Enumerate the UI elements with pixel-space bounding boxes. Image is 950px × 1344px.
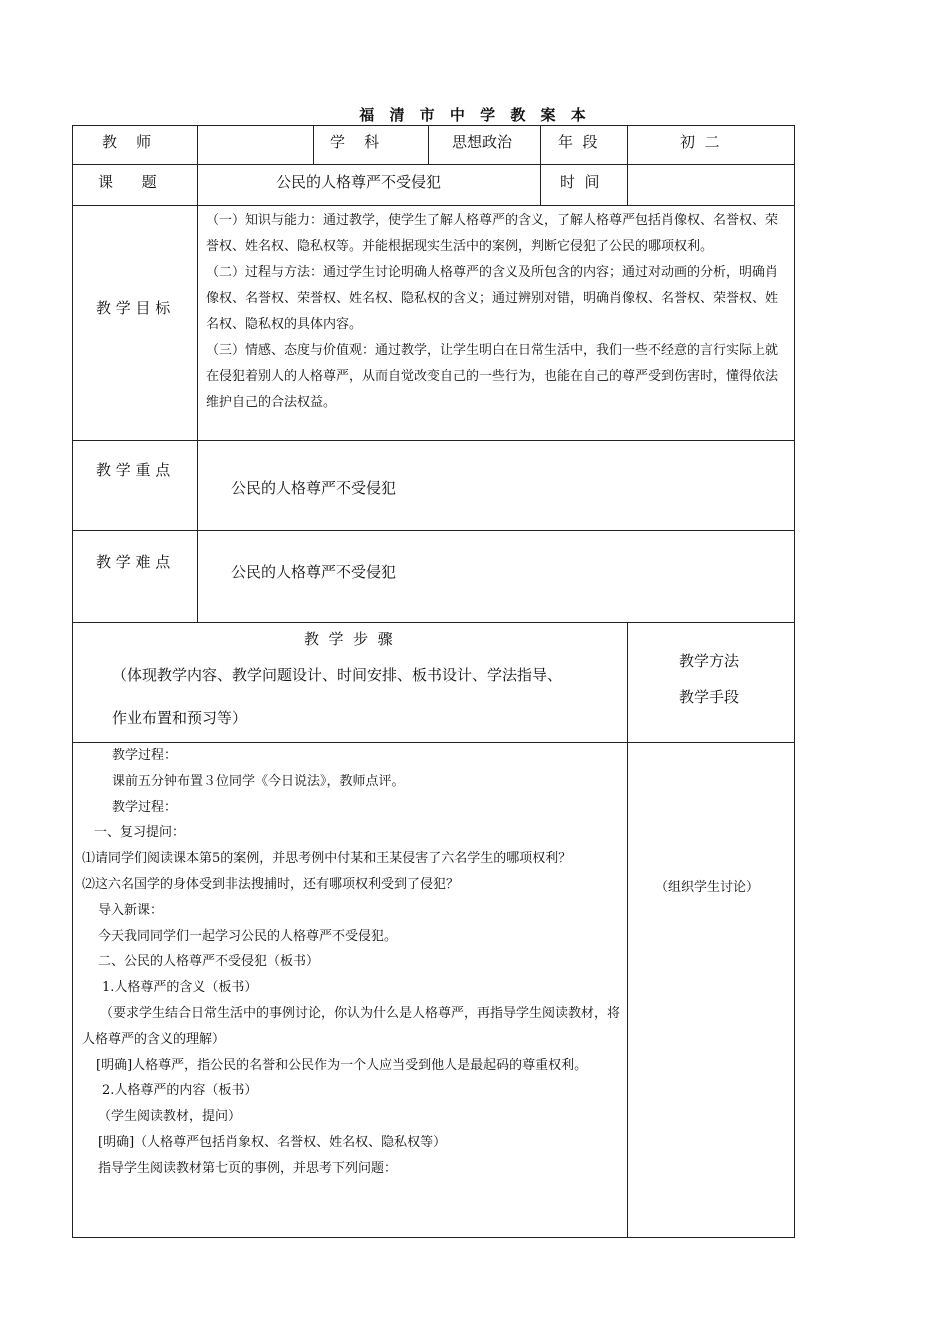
subject-label: 学 科 (330, 133, 380, 151)
key-point-label: 教 学 重 点 (96, 461, 171, 479)
objective-item: （二）过程与方法：通过学生讨论明确人格尊严的含义及所包含的内容；通过对动画的分析，明确肖像权、名誉权、荣誉权、姓名权、隐私权的含义；通过辨别对错，明确肖像权、名誉权、荣誉权、姓名权、隐私权的具体内容。 (206, 265, 779, 332)
step-line: [明确]（人格尊严包括肖象权、名誉权、姓名权、隐私权等） (98, 1134, 447, 1150)
step-line: （要求学生结合日常生活中的事例讨论，你认为什么是人格尊严，再指导学生阅读教材，将人格尊严的含义的理解） (82, 1005, 621, 1047)
step-line: [明确]人格尊严，指公民的名誉和公民作为一个人应当受到他人是最起码的尊重权利。 (96, 1057, 588, 1073)
objectives-label: 教 学 目 标 (96, 299, 171, 317)
step-line: 课前五分钟布置３位同学《今日说法》，教师点评。 (112, 773, 405, 789)
step-line: ⑴请同学们阅读课本第5的案例，并思考例中付某和王某侵害了六名学生的哪项权利？ (82, 851, 572, 867)
objectives-text (206, 208, 786, 416)
grade-label: 年 段 (558, 133, 598, 151)
difficult-point-value: 公民的人格尊严不受侵犯 (231, 563, 397, 581)
step-line: ⑵这六名国学的身体受到非法搜捕时，还有哪项权利受到了侵犯？ (82, 876, 460, 892)
steps-text (82, 743, 620, 1182)
step-line: 一、复习提问： (94, 825, 186, 841)
key-point-label-cell (72, 440, 198, 531)
methods-title-line2: 教学手段 (679, 688, 740, 706)
key-point-value: 公民的人格尊严不受侵犯 (231, 479, 397, 497)
grade-value: 初 二 (680, 133, 720, 151)
objectives-label-cell (72, 205, 198, 441)
step-line: 教学过程： (112, 748, 178, 763)
steps-subtitle-line1: （体现教学内容、教学问题设计、时间安排、板书设计、学法指导、 (112, 666, 563, 684)
objective-item: （三）情感、态度与价值观：通过教学，让学生明白在日常生活中，我们一些不经意的言行实际上就在侵犯着别人的人格尊严，从而自觉改变自己的一些行为，也能在自己的尊严受到伤害时，懂得依法维护自己的合法权益。 (206, 343, 779, 410)
step-line: 1.人格尊严的含义（板书） (102, 980, 258, 996)
teacher-value-cell (197, 125, 314, 165)
steps-title: 教 学 步 骤 (304, 630, 393, 648)
step-line: 导入新课： (98, 902, 164, 918)
methods-title-line1: 教学方法 (679, 652, 740, 670)
document-title: 福 清 市 中 学 教 案 本 (359, 106, 591, 124)
step-line: 今天我同同学们一起学习公民的人格尊严不受侵犯。 (98, 928, 398, 944)
difficult-point-label: 教 学 难 点 (96, 553, 171, 571)
time-label: 时 间 (560, 173, 600, 191)
teacher-label: 教 师 (102, 133, 152, 151)
step-line: 二、公民的人格尊严不受侵犯（板书） (98, 954, 320, 970)
step-line: （学生阅读教材，提问） (98, 1109, 242, 1125)
subject-value: 思想政治 (452, 133, 513, 151)
topic-value: 公民的人格尊严不受侵犯 (276, 173, 442, 191)
steps-subtitle-line2: 作业布置和预习等） (112, 709, 248, 727)
method-note: （组织学生讨论） (655, 880, 760, 895)
step-line: 2.人格尊严的内容（板书） (102, 1083, 258, 1099)
methods-header-cell (627, 622, 795, 743)
time-value-cell (627, 164, 795, 206)
topic-label: 课 题 (98, 173, 157, 191)
difficult-point-label-cell (72, 530, 198, 623)
objective-item: （一）知识与能力：通过教学，使学生了解人格尊严的含义，了解人格尊严包括肖像权、名誉权、荣誉权、姓名权、隐私权等。并能根据现实生活中的案例，判断它侵犯了公民的哪项权利。 (206, 213, 779, 254)
methods-content-cell (627, 742, 795, 1238)
step-line: 指导学生阅读教材第七页的事例，并思考下列问题： (98, 1160, 398, 1176)
step-line: 教学过程： (112, 799, 178, 815)
